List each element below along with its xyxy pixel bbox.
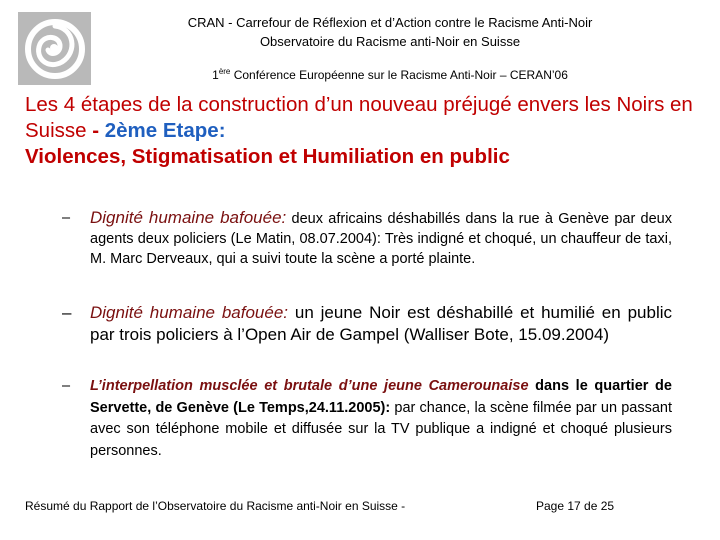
conference-number: 1 — [212, 68, 219, 82]
conference-title — [100, 67, 680, 82]
bullet-text: par chance, la scène filmée par un passant avec son téléphone mobile et diffusée sur la TV publique a indigné et choqué plusieurs personnes. — [90, 399, 672, 459]
organization-title: CRAN - Carrefour de Réflexion et d’Action contre le Racisme Anti-Noir — [187, 15, 593, 30]
footer-source: Résumé du Rapport de l’Observatoire du Racisme anti-Noir en Suisse - — [25, 499, 406, 513]
bullet-heading: L’interpellation musclée et brutale d’une jeune Camerounaise — [90, 378, 529, 394]
bullet-text: deux africains déshabillés dans la rue à Genève par deux agents deux policiers (Le Matin, 08.07.2004): Très indigné et choqué, un chauffeur de taxi, M. Marc Derveaux, qui a suivi toute la scène a porté plainte. — [90, 211, 672, 267]
swirl-logo-icon — [18, 12, 91, 85]
title-stage: 2ème Etape: — [104, 119, 226, 142]
conference-name: Conférence Européenne sur le Racisme Anti-Noir – CERAN’06 — [230, 68, 568, 82]
title-main: Les 4 étapes de la construction d’un nouveau préjugé envers les Noirs en Suisse — [25, 93, 693, 142]
title-subtitle: Violences, Stigmatisation et Humiliation en public — [25, 145, 510, 168]
bullet-item — [62, 302, 672, 345]
slide-title — [25, 92, 715, 170]
page-number: Page 17 de 25 — [536, 499, 615, 513]
bullet-dash: – — [62, 303, 72, 322]
bullet-dash: – — [62, 378, 71, 394]
bullet-item — [62, 376, 672, 462]
bullet-heading: Dignité humaine bafouée: — [90, 303, 289, 322]
bullet-item — [62, 208, 672, 269]
cran-logo — [18, 12, 91, 85]
observatory-title: Observatoire du Racisme anti-Noir en Suisse — [259, 34, 521, 49]
bullet-heading: Dignité humaine bafouée: — [90, 208, 287, 227]
conference-superscript: ère — [218, 67, 231, 76]
bullet-bold-text: dans le quartier de Servette, de Genève (Le Temps,24.11.2005): — [90, 378, 672, 416]
bullet-dash: – — [62, 210, 71, 226]
title-separator: - — [86, 119, 105, 142]
bullet-text: un jeune Noir est déshabillé et humilié en public par trois policiers à l’Open Air de Gampel (Walliser Bote, 15.09.2004) — [90, 303, 672, 344]
